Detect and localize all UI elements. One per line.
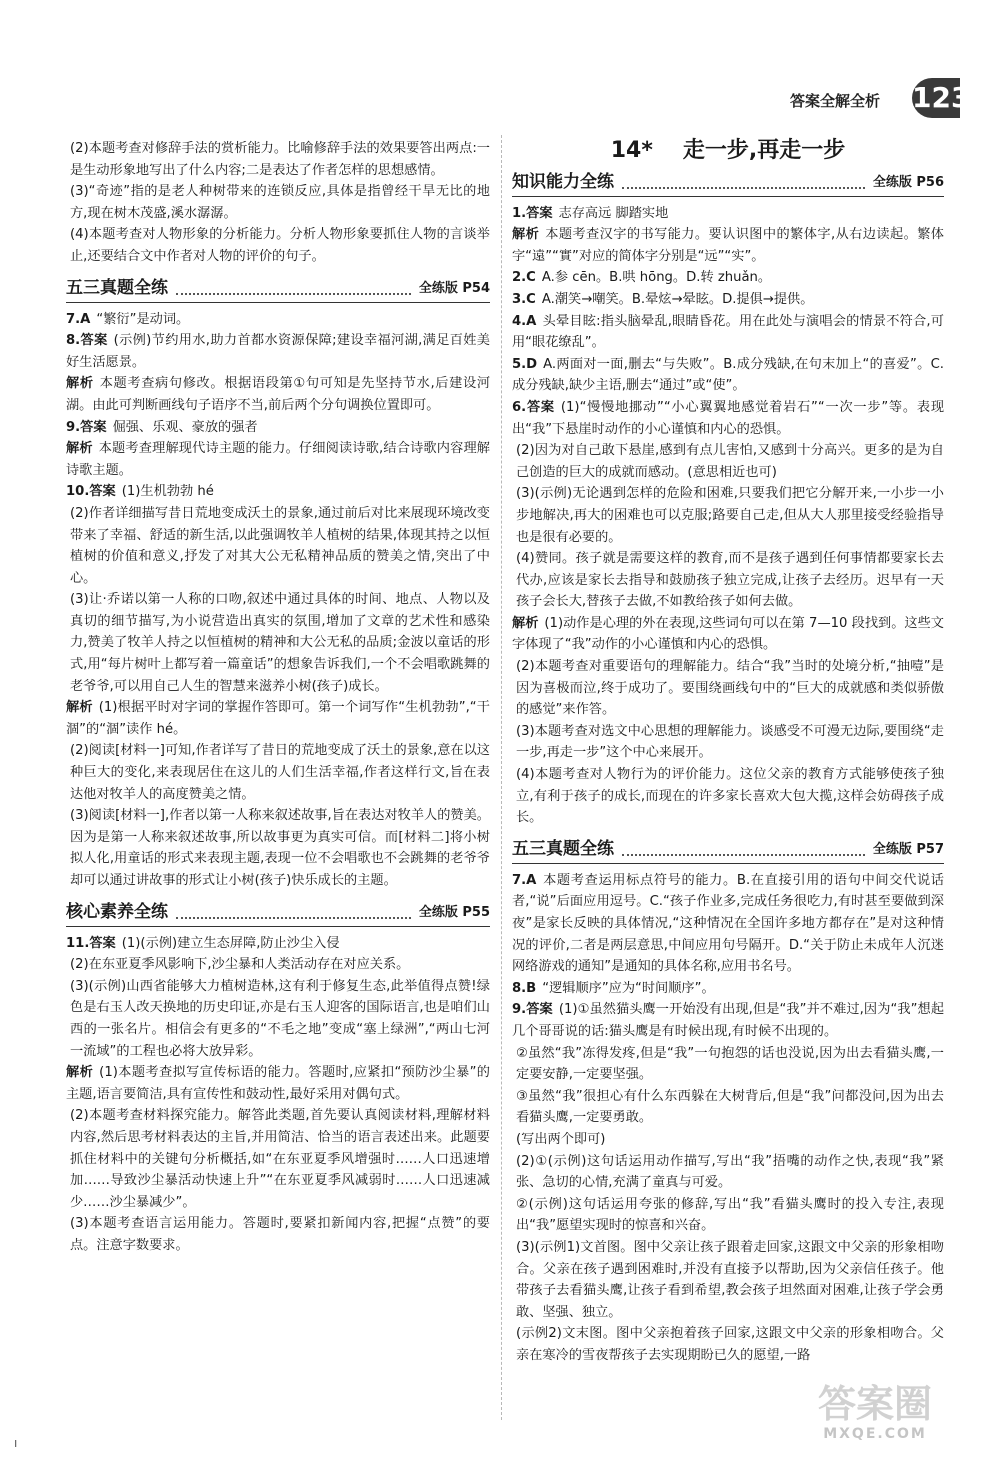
margin-mark: ı: [14, 1436, 18, 1450]
answer-text: 本题考查理解现代诗主题的能力。仔细阅读诗歌,结合诗歌内容理解诗歌主题。: [66, 441, 490, 478]
answer-item: [512, 999, 944, 1042]
answer-label: 9.答案: [512, 1002, 553, 1018]
header-label: 答案全解全析: [790, 92, 881, 110]
answer-text: ②虽然“我”冻得发疼,但是“我”一句抱怨的话也没说,因为出去看猫头鹰,一定要安静,一定要坚强。: [516, 1045, 944, 1083]
answer-list: [512, 203, 944, 829]
section-title: 核心素养全练: [66, 901, 168, 922]
answer-text: 头晕目眩:指头脑晕乱,眼睛昏花。用在此处与演唱会的情景不符合,可用“眼花缭乱”。: [512, 313, 944, 351]
lesson-number: 14*: [610, 138, 653, 163]
answer-paragraph: (4)本题考查对人物形象的分析能力。分析人物形象要抓住人物的言谈举止,还要结合文中作者对人物的评价的句子。: [70, 227, 490, 264]
answer-text: (2)作者详细描写昔日荒地变成沃土的景象,通过前后对比来展现环境改变带来了幸福、舒适的新生活,以此强调牧羊人植树的结果,体现其持之以恒植树的价值和意义,抒发了对其大公无私精神品质的赞美之情,突出了中心。: [70, 505, 490, 586]
answer-text: (1)(示例)建立生态屏障,防止沙尘入侵: [121, 935, 340, 951]
answer-item: [66, 954, 490, 976]
answer-text: (2)本题考查材料探究能力。解答此类题,首先要认真阅读材料,理解材料内容,然后思考材料表达的主旨,并用简洁、恰当的语言表述出来。此题要抓住材料中的关键句分析概括,如“在东亚夏季风增强时……人口迅速增加……导致沙尘暴活动快速上升”“在东亚夏季风减弱时……人口迅速减少……沙尘暴减少”。: [70, 1108, 490, 1210]
answer-label: 9.答案: [66, 419, 107, 435]
answer-label: 11.答案: [66, 935, 116, 951]
answer-item: [66, 1105, 490, 1213]
answer-item: [66, 417, 490, 439]
answer-text: (2)在东亚夏季风影响下,沙尘暴和人类活动存在对应关系。: [70, 957, 410, 973]
answer-item: [66, 481, 490, 503]
answer-text: (1)“慢慢地挪动”“小心翼翼地感觉着岩石”“一次一步”等。表现出“我”下悬崖时动作的小心谨慎和内心的恐惧。: [512, 399, 945, 437]
answer-item: [512, 764, 944, 829]
answer-text: (3)(示例1)文首图。图中父亲让孩子跟着走回家,这跟文中父亲的形象相吻合。父亲在孩子遇到困难时,并没有直接予以帮助,因为父亲信任孩子。他带孩子去看猫头鹰,让孩子看到希望,教会孩子坦然面对困难,让孩子学会勇敢、坚强、独立。: [516, 1239, 944, 1320]
left-intro: [66, 138, 490, 268]
answer-text: ③虽然“我”很担心有什么东西躲在大树背后,但是“我”问都没问,因为出去看猫头鹰,一定要勇敢。: [516, 1088, 944, 1126]
answer-list: [66, 933, 490, 1257]
answer-label: 4.A: [512, 313, 537, 329]
answer-label: 解析: [512, 227, 540, 243]
right-column: [512, 138, 944, 1366]
answer-text: (4)本题考查对人物行为的评价能力。这位父亲的教育方式能够使孩子独立,有利于孩子的成长,而现在的许多家长喜欢大包大揽,这样会妨碍孩子成长。: [516, 767, 944, 826]
answer-label: 8.答案: [66, 333, 108, 349]
answer-item: [512, 613, 944, 656]
answer-label: 6.答案: [512, 399, 555, 415]
page-number: 123: [912, 78, 960, 118]
answer-text: A.潮笑→嘲笑。B.晕炫→晕眩。D.提俱→提供。: [541, 291, 814, 307]
section-dots: [176, 283, 411, 295]
lesson-title: [512, 140, 944, 162]
answer-text: A.参 cēn。B.哄 hōng。D.转 zhuǎn。: [541, 270, 772, 286]
answer-item: [512, 1086, 944, 1129]
answer-item: [512, 1151, 944, 1194]
answer-list: [66, 309, 490, 892]
answer-text: (1)根据平时对字词的掌握作答即可。第一个词写作“生机勃勃”,“干涸”的“涸”读作 hé。: [66, 700, 490, 737]
answer-item: [66, 503, 490, 589]
lesson-name: 走一步,再走一步: [682, 138, 846, 163]
section-header: [512, 170, 944, 197]
answer-item: [512, 1237, 944, 1323]
answer-text: (3)让·乔诺以第一人称的口吻,叙述中通过具体的时间、地点、人物以及真切的细节描写,为小说营造出真实的氛围,增加了文章的艺术性和感染力,赞美了牧羊人持之以恒植树的精神和大公无私的品质;金波以童话的形式,用“每片树叶上都写着一篇童话”的想象告诉我们,一个不会唱歌跳舞的老爷爷,可以用自己人生的智慧来滋养小树(孩子)成长。: [70, 592, 490, 694]
answer-item: [512, 267, 944, 289]
answer-item: [66, 373, 490, 416]
answer-label: 解析: [512, 615, 539, 631]
answer-text: (示例)节约用水,助力首都水资源保障;建设幸福河湖,满足百姓美好生活愿景。: [66, 333, 490, 370]
answer-label: 3.C: [512, 291, 536, 307]
section-header: [66, 276, 490, 303]
section-dots: [622, 177, 865, 189]
answer-item: [66, 933, 490, 955]
left-column: [66, 138, 490, 1257]
section-ref: 全练版 P55: [418, 904, 490, 920]
answer-item: [66, 1062, 490, 1105]
answer-item: [512, 289, 944, 311]
answer-item: [512, 311, 944, 354]
answer-text: 本题考查汉字的书写能力。要认识图中的繁体字,从右边读起。繁体字“遠”“實”对应的简体字分别是“远”“实”。: [512, 227, 944, 264]
answer-item: [512, 224, 944, 267]
answer-item: [512, 870, 944, 978]
answer-item: [512, 440, 944, 483]
answer-item: [512, 483, 944, 548]
column-divider: [501, 135, 502, 1420]
answer-text: (2)本题考查对重要语句的理解能力。结合“我”当时的处境分析,“抽噎”是因为喜极而泣,终于成功了。要围绕画线句中的“巨大的成就感和类似骄傲的感觉”来作答。: [516, 659, 944, 718]
answer-text: (3)本题考查对选文中心思想的理解能力。谈感受不可漫无边际,要围绕“走一步,再走一步”这个中心来展开。: [516, 723, 944, 761]
answer-text: “繁衍”是动词。: [96, 311, 190, 327]
answer-item: [512, 1043, 944, 1086]
answer-item: [66, 589, 490, 697]
answer-item: [512, 656, 944, 721]
answer-text: (2)①(示例)这句话运用动作描写,写出“我”捂嘴的动作之快,表现“我”紧张、急切的心情,充满了童真与可爱。: [516, 1153, 944, 1191]
section-header: [512, 837, 944, 864]
answer-label: 解析: [66, 441, 93, 457]
answer-text: 本题考查运用标点符号的能力。B.在直接引用的语句中间交代说话者,“说”后面应用逗号。C.“孩子作业多,完成任务很吃力,有时甚至要做到深夜”是家长反映的具体情况,“这种情况在全国许多地方都存在”是对这种情况的评价,二者是两层意思,中间应用句号隔开。D.“关于防止未成年人沉迷网络游戏的通知”是通知的具体名称,应用书名号。: [512, 872, 944, 975]
watermark-text: 答案圈: [817, 1382, 932, 1426]
answer-item: [512, 548, 944, 613]
answer-text: 倔强、乐观、豪放的强者: [112, 419, 258, 435]
answer-item: [66, 976, 490, 1062]
answer-paragraph: (2)本题考查对修辞手法的赏析能力。比喻修辞手法的效果要答出两点:一是生动形象地写出了什么内容;二是表达了作者怎样的思想感情。: [70, 141, 490, 178]
answer-label: 7.A: [66, 311, 91, 327]
answer-text: (写出两个即可): [516, 1131, 606, 1147]
answer-text: (3)阅读[材料一],作者以第一人称来叙述故事,旨在表达对牧羊人的赞美。因为是第一人称来叙述故事,所以故事更为真实可信。而[材料二]将小树拟人化,用童话的形式来表现主题,表现一位不会唱歌也不会跳舞的老爷爷却可以通过讲故事的形式让小树(孩子)快乐成长的主题。: [70, 808, 490, 888]
answer-item: [512, 721, 944, 764]
answer-text: (2)阅读[材料一]可知,作者详写了昔日的荒地变成了沃土的景象,意在以这种巨大的变化,来表现居住在这儿的人们生活幸福,作者这样行文,旨在表达他对牧羊人的高度赞美之情。: [70, 743, 490, 802]
answer-text: (3)本题考查语言运用能力。答题时,要紧扣新闻内容,把握“点赞”的要点。注意字数要求。: [70, 1216, 490, 1253]
answer-text: (3)(示例)无论遇到怎样的危险和困难,只要我们把它分解开来,一小步一小步地解决,再大的困难也可以克服;路要自己走,但从大人那里接受经验指导也是很有必要的。: [516, 486, 944, 545]
answer-text: (1)本题考查拟写宣传标语的能力。答题时,应紧扣“预防沙尘暴”的主题,语言要简洁,具有宣传性和鼓动性,最好采用对偶句式。: [66, 1065, 490, 1102]
answer-label: 10.答案: [66, 484, 116, 500]
section-dots: [622, 844, 865, 856]
answer-item: [512, 1323, 944, 1366]
answer-text: (示例2)文末图。图中父亲抱着孩子回家,这跟文中父亲的形象相吻合。父亲在寒冷的雪夜帮孩子去实现期盼已久的愿望,一路: [516, 1326, 944, 1363]
answer-text: A.两面对一面,删去“与失败”。B.成分残缺,在句末加上“的喜爱”。C.成分残缺,缺少主语,删去“通过”或“使”。: [512, 356, 944, 394]
section-dots: [176, 907, 411, 919]
answer-text: (1)①虽然猫头鹰一开始没有出现,但是“我”并不难过,因为“我”想起几个哥哥说的话:猫头鹰是有时候出现,有时候不出现的。: [512, 1002, 945, 1039]
answer-text: (4)赞同。孩子就是需要这样的教育,而不是孩子遇到任何事情都要家长去代办,应该是家长去指导和鼓励孩子独立完成,让孩子去经历。迟早有一天孩子会长大,替孩子去做,不如教给孩子如何去做。: [516, 551, 944, 610]
answer-text: “逻辑顺序”应为“时间顺序”。: [542, 980, 715, 996]
answer-label: 2.C: [512, 270, 536, 286]
watermark-url: MXQE.COM: [823, 1426, 927, 1442]
answer-paragraph: (3)“奇迹”指的是老人种树带来的连锁反应,具体是指曾经干旱无比的地方,现在树木茂盛,溪水潺潺。: [70, 184, 490, 221]
answer-item: [66, 805, 490, 891]
answer-label: 1.答案: [512, 205, 553, 221]
answer-item: [512, 1194, 944, 1237]
watermark-logo: [800, 1382, 950, 1465]
answer-label: 解析: [66, 1065, 94, 1081]
answer-item: [66, 438, 490, 481]
answer-label: 7.A: [512, 872, 537, 888]
answer-item: [512, 354, 944, 397]
answer-label: 8.B: [512, 980, 537, 996]
section-title: 五三真题全练: [512, 839, 614, 860]
answer-list: [512, 870, 944, 1367]
answer-item: [66, 330, 490, 373]
answer-item: [512, 1129, 944, 1151]
section-title: 五三真题全练: [66, 277, 168, 298]
answer-item: [512, 978, 944, 1000]
answer-text: ②(示例)这句话运用夸张的修辞,写出“我”看猫头鹰时的投入专注,表现出“我”愿望实现时的惊喜和兴奋。: [516, 1196, 944, 1234]
answer-item: [512, 203, 944, 225]
answer-text: (3)(示例)山西省能够大力植树造林,这有利于修复生态,此举值得点赞!绿色是右玉人改天换地的历史印证,亦是右玉人迎客的国际语言,也是咱们山西的一张名片。相信会有更多的“不毛之地”变成“塞上绿洲”,“两山七河一流域”的工程也必将大放异彩。: [70, 978, 490, 1059]
answer-text: (1)动作是心理的外在表现,这些词句可以在第 7—10 段找到。这些文字体现了“我”动作的小心谨慎和内心的恐惧。: [512, 615, 944, 653]
section-header: [66, 900, 490, 927]
answer-label: 解析: [66, 376, 94, 392]
answer-label: 5.D: [512, 356, 538, 372]
answer-text: 志存高远 脚踏实地: [558, 205, 669, 221]
answer-text: 本题考查病句修改。根据语段第①句可知是先坚持节水,后建设河湖。由此可判断画线句子语序不当,前后两个分句调换位置即可。: [66, 376, 491, 413]
answer-text: (1)生机勃勃 hé: [121, 484, 214, 500]
answer-item: [66, 740, 490, 805]
section-ref: 全练版 P56: [872, 174, 944, 190]
answer-item: [512, 397, 944, 440]
section-ref: 全练版 P57: [872, 842, 944, 858]
answer-item: [66, 697, 490, 740]
answer-item: [66, 309, 490, 331]
section-title: 知识能力全练: [512, 171, 614, 192]
section-ref: 全练版 P54: [418, 280, 490, 296]
answer-item: [66, 1213, 490, 1256]
answer-text: (2)因为对自己敢下悬崖,感到有点儿害怕,又感到十分高兴。更多的是为自己创造的巨大的成就而感动。(意思相近也可): [516, 443, 944, 480]
answer-label: 解析: [66, 700, 93, 716]
